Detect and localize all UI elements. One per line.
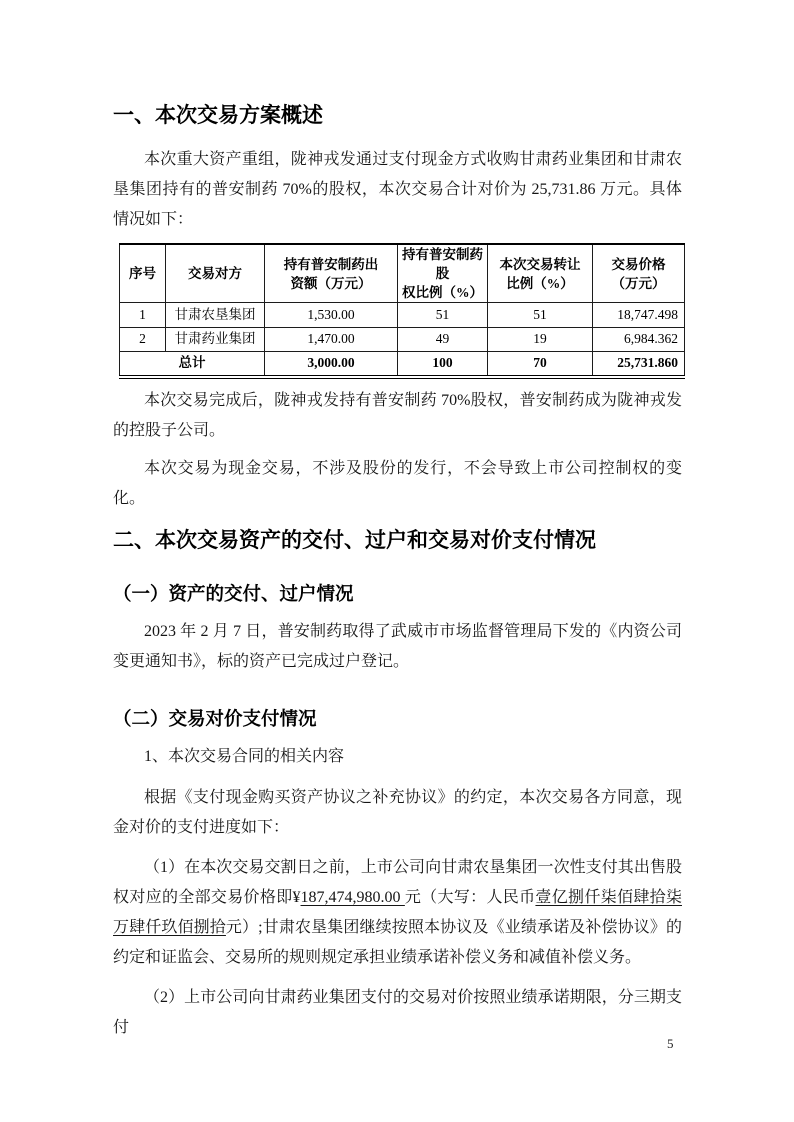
section-1-heading: 一、本次交易方案概述 [113,104,323,127]
col-header-capital-line2: 资额（万元） [290,275,372,291]
col-header-seq [120,244,166,303]
cell-equity-pct: 49 [398,327,488,352]
col-header-transfer-line2: 比例（%） [506,275,574,291]
table-row-1 [120,303,685,328]
para-after-table-1: 本次交易完成后，陇神戎发持有普安制药 70%股权，普安制药成为陇神戎发的控股子公司。 [113,391,682,439]
cell-capital: 1,470.00 [265,327,398,352]
cell-total-equity-pct: 100 [398,352,488,377]
cell-price: 18,747.498 [593,303,685,328]
col-header-party-line1: 交易对方 [188,266,242,281]
cell-total-transfer-pct: 70 [488,352,593,377]
cell-equity-pct: 51 [398,303,488,328]
underlined-text-segment: 壹亿捌仟柒佰肆拾柒万肆仟玖佰捌拾 [113,888,682,936]
cell-transfer-pct: 19 [488,327,593,352]
cell-price: 6,984.362 [593,327,685,352]
col-header-price-line2: （万元） [611,275,666,291]
deal-summary-table [119,243,685,379]
subsection-1-paragraph: 2023 年 2 月 7 日，普安制药取得了武威市市场监督管理局下发的《内资公司变更通知书》，标的资产已完成过户登记。 [113,622,682,670]
cell-party: 甘肃农垦集团 [166,303,265,328]
text-segment: 元）;甘肃农垦集团继续按照本协议及《业绩承诺及补偿协议》的约定和证监会、交易所的规则规定承担业绩承诺补偿义务和减值补偿义务。 [113,918,682,966]
cell-party: 甘肃药业集团 [166,327,265,352]
col-header-party [166,244,265,303]
col-header-price [593,244,685,303]
contract-item-title: 1、本次交易合同的相关内容 [144,747,345,765]
underlined-text-segment: 187,474,980.00 [300,888,405,906]
subsection-1-heading: （一）资产的交付、过户情况 [113,582,354,604]
payment-item-2-paragraph: （2）上市公司向甘肃药业集团支付的交易对价按照业绩承诺期限，分三期支付 [113,988,682,1036]
text-segment: （1）在本次交易交割日之前，上市公司向甘肃农垦集团一次性支付其出售股权对应的全部交易价格即¥ [113,858,682,906]
col-header-capital [265,244,398,303]
table-header-row [120,244,685,303]
cell-capital: 1,530.00 [265,303,398,328]
col-header-equity-pct [398,244,488,303]
text-segment: 元（大写：人民币 [404,888,536,906]
table-row-2 [120,327,685,352]
col-header-price-line1: 交易价格 [611,256,666,272]
subsection-2-heading: （二）交易对价支付情况 [113,707,317,729]
section-2-heading: 二、本次交易资产的交付、过户和交易对价支付情况 [113,528,596,552]
col-header-transfer-line1: 本次交易转让 [499,256,581,272]
col-header-equity-line2: 权比例（%） [402,285,483,300]
cell-total-label: 总计 [120,352,265,377]
col-header-capital-line1: 持有普安制药出 [283,256,379,272]
cell-total-price: 25,731.860 [593,352,685,377]
cell-transfer-pct: 51 [488,303,593,328]
table-total-row [120,352,685,377]
cell-seq: 1 [120,303,166,328]
para-after-table-2: 本次交易为现金交易，不涉及股份的发行，不会导致上市公司控制权的变化。 [113,459,682,507]
payment-intro-paragraph: 根据《支付现金购买资产协议之补充协议》的约定，本次交易各方同意，现金对价的支付进度如下： [113,788,682,836]
col-header-transfer-pct [488,244,593,303]
col-header-seq-line1: 序号 [129,266,156,281]
section-1-intro-paragraph: 本次重大资产重组，陇神戎发通过支付现金方式收购甘肃药业集团和甘肃农垦集团持有的普安制药 70%的股权，本次交易合计对价为 25,731.86 万元。具体情况如下： [113,151,682,228]
col-header-equity-line1: 持有普安制药股 [402,247,483,281]
page-number: 5 [667,1036,674,1051]
payment-item-1-paragraph [113,853,682,973]
cell-total-capital: 3,000.00 [265,352,398,377]
page-content [113,103,682,1043]
cell-seq: 2 [120,327,166,352]
